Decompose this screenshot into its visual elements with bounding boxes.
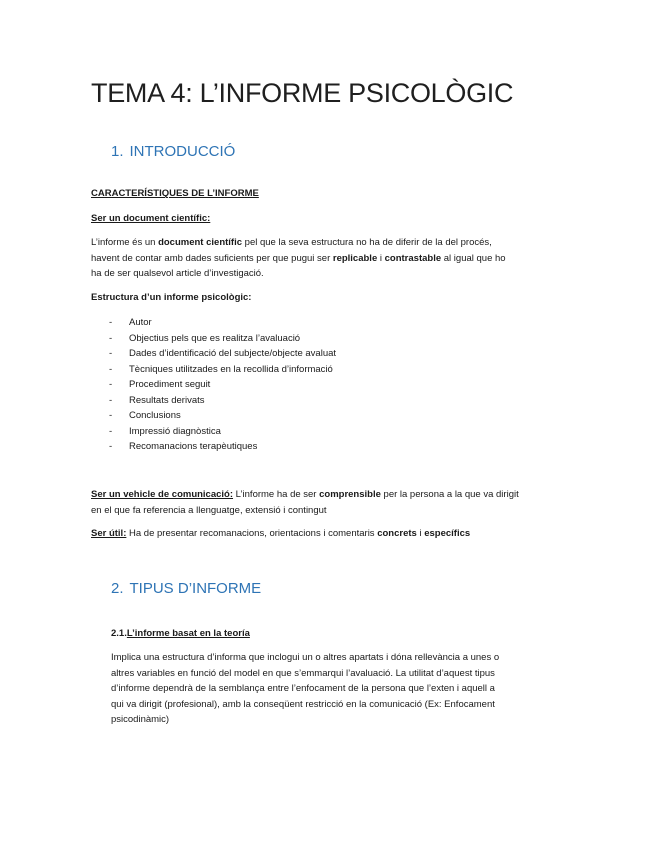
section-title: TIPUS D’INFORME: [129, 580, 262, 597]
section-heading-tipus: [111, 580, 261, 597]
section-title: INTRODUCCIÓ: [129, 143, 236, 160]
list-item: - Recomanacions terapèutiques: [109, 441, 258, 452]
doc-cientific-heading: Ser un document científic:: [91, 213, 211, 224]
list-item: - Tècniques utilitzades en la recollida d’informació: [109, 363, 333, 375]
vehicle-paragraph: Ser un vehicle de comunicació: L’informe ha de ser comprensible per la persona a la que va dirigit en el que fa referencia a llenguatge, extensió i contingut: [91, 489, 519, 516]
estructura-list: [109, 315, 336, 455]
subsection-heading-2-1: 2.1.L’informe basat en la teoría: [111, 628, 250, 639]
section-number: 2.: [111, 580, 124, 597]
section-heading-introduccio: [111, 143, 235, 160]
list-item: - Dades d’identificació del subjecte/objecte avaluat: [109, 348, 337, 359]
list-item: - Resultats derivats: [109, 394, 205, 406]
document-title: TEMA 4: L’INFORME PSICOLÒGIC: [91, 78, 514, 108]
list-item: - Autor: [109, 317, 152, 328]
list-item: - Conclusions: [109, 410, 181, 421]
section-number: 1.: [111, 143, 124, 160]
list-item: - Procediment seguit: [109, 379, 211, 390]
subsection-2-1-paragraph: Implica una estructura d’informa que inclogui un o altres apartats i dóna rellevància a unes o altres variables en funció del model en que s’emmarqui l’avaluació. La utilitat d’aquest tipus d’informe dependrà de la semblança entre l’enfocament de la persona que l’exten i aquell a qui va dirigit (profesional), amb la conseqüent restricció en la comunicació (Ex: Enfocament psicodinàmic): [111, 652, 500, 725]
list-item: - Objectius pels que es realitza l’avaluació: [109, 332, 301, 344]
caracteristiques-heading: CARACTERÍSTIQUES DE L’INFORME: [91, 188, 259, 199]
doc-cientific-paragraph: L’informe és un document científic pel que la seva estructura no ha de diferir de la del procés, havent de contar amb dades suficients per que pugui ser replicable i contrastable al igual que ho ha de ser qualsevol article d’investigació.: [91, 237, 506, 279]
util-paragraph: Ser útil: Ha de presentar recomanacions, orientacions i comentaris concrets i específics: [91, 528, 471, 539]
estructura-heading: Estructura d’un informe psicològic:: [91, 292, 252, 303]
list-item: - Impressió diagnòstica: [109, 425, 221, 437]
